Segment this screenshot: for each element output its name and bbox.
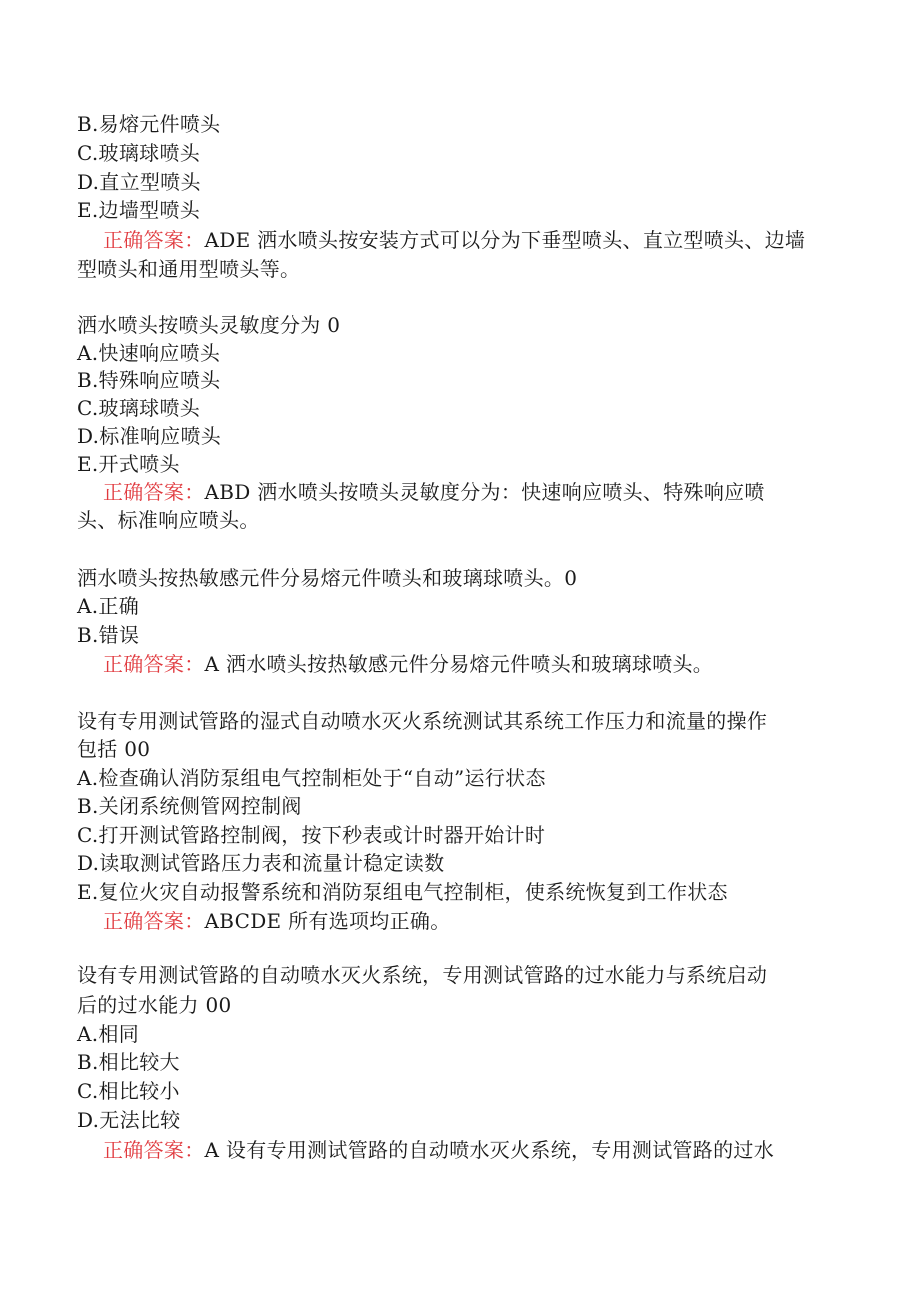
answer-label: 正确答案： xyxy=(103,1138,205,1162)
answer-continuation: 型喷头和通用型喷头等。 xyxy=(77,257,301,281)
answer-line xyxy=(103,1136,774,1164)
question-text: 设有专用测试管路的湿式自动喷水灭火系统测试其系统工作压力和流量的操作 xyxy=(77,709,768,733)
answer-text: ABD 洒水喷头按喷头灵敏度分为：快速响应喷头、特殊响应喷 xyxy=(204,480,765,504)
answer-text: ADE 洒水喷头按安装方式可以分为下垂型喷头、直立型喷头、边墙 xyxy=(204,228,806,252)
option-b: B.关闭系统侧管网控制阀 xyxy=(77,794,302,818)
option-a: A.相同 xyxy=(77,1022,140,1046)
question-text-continuation: 包括 00 xyxy=(77,737,151,761)
option-b: B.特殊响应喷头 xyxy=(77,368,221,392)
option-c: C.玻璃球喷头 xyxy=(77,396,201,420)
answer-label: 正确答案： xyxy=(103,228,205,252)
option-e: E.边墙型喷头 xyxy=(77,198,201,222)
option-a: A.正确 xyxy=(77,594,140,618)
question-text: 设有专用测试管路的自动喷水灭火系统，专用测试管路的过水能力与系统启动 xyxy=(77,963,768,987)
option-b: B.相比较大 xyxy=(77,1050,180,1074)
answer-line xyxy=(103,907,451,935)
answer-line xyxy=(103,226,805,254)
option-d: D.标准响应喷头 xyxy=(77,424,222,448)
question-text: 洒水喷头按热敏感元件分易熔元件喷头和玻璃球喷头。0 xyxy=(77,566,578,590)
question-text-continuation: 后的过水能力 00 xyxy=(77,993,232,1017)
option-c: C.玻璃球喷头 xyxy=(77,141,201,165)
option-c: C.打开测试管路控制阀，按下秒表或计时器开始计时 xyxy=(77,823,546,847)
option-d: D.读取测试管路压力表和流量计稳定读数 xyxy=(77,851,445,875)
question-text: 洒水喷头按喷头灵敏度分为 0 xyxy=(77,313,341,337)
option-c: C.相比较小 xyxy=(77,1079,180,1103)
option-e: E.复位火灾自动报警系统和消防泵组电气控制柜，使系统恢复到工作状态 xyxy=(77,880,728,904)
option-b: B.易熔元件喷头 xyxy=(77,112,221,136)
answer-label: 正确答案： xyxy=(103,652,205,676)
answer-line xyxy=(103,650,713,678)
option-a: A.检查确认消防泵组电气控制柜处于“自动”运行状态 xyxy=(77,766,546,790)
answer-text: A 设有专用测试管路的自动喷水灭火系统，专用测试管路的过水 xyxy=(204,1138,774,1162)
answer-text: A 洒水喷头按热敏感元件分易熔元件喷头和玻璃球喷头。 xyxy=(204,652,714,676)
option-b: B.错误 xyxy=(77,623,140,647)
option-e: E.开式喷头 xyxy=(77,452,180,476)
answer-label: 正确答案： xyxy=(103,480,205,504)
option-d: D.无法比较 xyxy=(77,1108,181,1132)
answer-text: ABCDE 所有选项均正确。 xyxy=(204,909,451,933)
answer-continuation: 头、标准响应喷头。 xyxy=(77,508,260,532)
answer-label: 正确答案： xyxy=(103,909,205,933)
option-d: D.直立型喷头 xyxy=(77,170,201,194)
option-a: A.快速响应喷头 xyxy=(77,341,221,365)
answer-line xyxy=(103,478,765,506)
